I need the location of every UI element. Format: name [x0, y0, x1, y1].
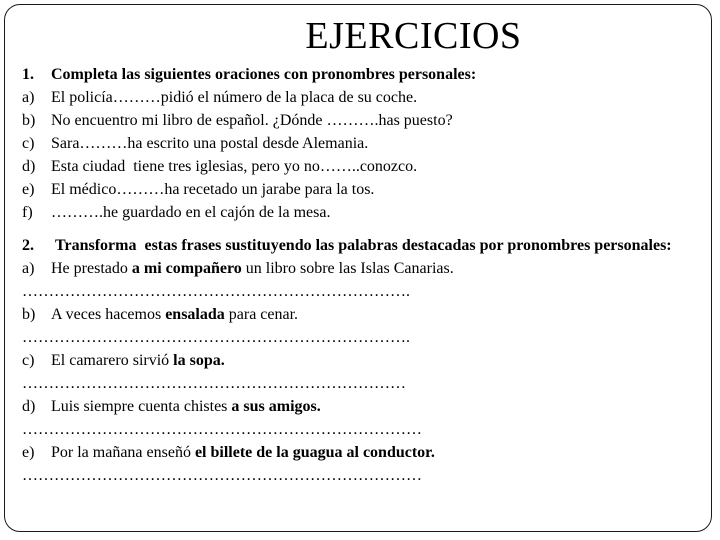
item-text-before: El camarero sirvió — [51, 352, 174, 369]
item-sentence — [51, 395, 321, 418]
answer-line[interactable]: ………………………………………………………………… — [22, 421, 422, 438]
exercise-2-heading-row — [22, 234, 702, 257]
item-text: El policía………pidió el número de la placa de su coche. — [51, 89, 418, 106]
answer-line[interactable]: ………………………………………………………………. — [22, 283, 410, 300]
exercise-2-item-e — [22, 441, 702, 464]
exercise-2-item-c — [22, 349, 702, 372]
item-text-after: para cenar. — [224, 306, 299, 323]
item-marker: b) — [22, 306, 36, 323]
item-text: No encuentro mi libro de español. ¿Dónde ……….has puesto? — [51, 112, 453, 129]
item-marker: d) — [22, 158, 36, 175]
item-marker: e) — [22, 444, 35, 461]
exercise-2-number: 2. — [22, 237, 34, 254]
item-marker: a) — [22, 260, 35, 277]
item-marker: c) — [22, 352, 35, 369]
item-marker: d) — [22, 398, 36, 415]
item-marker: e) — [22, 181, 35, 198]
item-text-before: A veces hacemos — [51, 306, 166, 323]
item-marker: a) — [22, 89, 35, 106]
answer-line[interactable]: ………………………………………………………………… — [22, 467, 422, 484]
exercise-2-item-b — [22, 303, 702, 326]
item-marker: b) — [22, 112, 36, 129]
item-marker: f) — [22, 204, 33, 221]
exercise-2 — [22, 234, 702, 487]
exercise-1-item-d — [22, 155, 702, 178]
item-highlight: la sopa. — [173, 352, 225, 369]
item-text: El médico………ha recetado un jarabe para la tos. — [51, 181, 375, 198]
item-text-before: Luis siempre cuenta chistes — [51, 398, 232, 415]
exercise-1-item-b — [22, 109, 702, 132]
exercise-1-heading-row — [22, 63, 702, 86]
item-text: ……….he guardado en el cajón de la mesa. — [51, 204, 331, 221]
item-sentence — [51, 441, 435, 464]
answer-line[interactable]: ………………………………………………………………. — [22, 329, 410, 346]
item-text-after: un libro sobre las Islas Canarias. — [241, 260, 454, 277]
exercise-1 — [22, 63, 702, 224]
item-highlight: el billete — [194, 444, 253, 461]
item-highlight-2: la guagua al conductor. — [276, 444, 435, 461]
item-highlight: a sus amigos. — [231, 398, 321, 415]
exercise-1-item-f — [22, 201, 702, 224]
item-text-before: Por la mañana enseñó — [51, 444, 195, 461]
item-text: Esta ciudad tiene tres iglesias, pero yo no……..conozco. — [51, 158, 418, 175]
item-highlight: ensalada — [165, 306, 225, 323]
item-marker: c) — [22, 135, 35, 152]
answer-line[interactable]: ……………………………………………………………… — [22, 375, 406, 392]
item-highlight: a mi compañero — [131, 260, 242, 277]
exercise-2-item-d — [22, 395, 702, 418]
item-sentence — [51, 349, 225, 372]
exercise-2-heading: Transforma estas frases sustituyendo las palabras destacadas por pronombres personales: — [51, 237, 672, 254]
page-title: EJERCICIOS — [305, 15, 522, 57]
item-text-before: He prestado — [51, 260, 132, 277]
exercise-1-item-c — [22, 132, 702, 155]
item-sentence — [51, 303, 298, 326]
item-sentence — [51, 257, 454, 280]
item-text-middle: de — [252, 444, 277, 461]
exercise-1-item-e — [22, 178, 702, 201]
exercise-2-item-a — [22, 257, 702, 280]
exercise-1-number: 1. — [22, 66, 34, 83]
exercise-1-heading: Completa las siguientes oraciones con pronombres personales: — [51, 66, 477, 83]
exercise-1-item-a — [22, 86, 702, 109]
item-text: Sara………ha escrito una postal desde Alemania. — [51, 135, 369, 152]
